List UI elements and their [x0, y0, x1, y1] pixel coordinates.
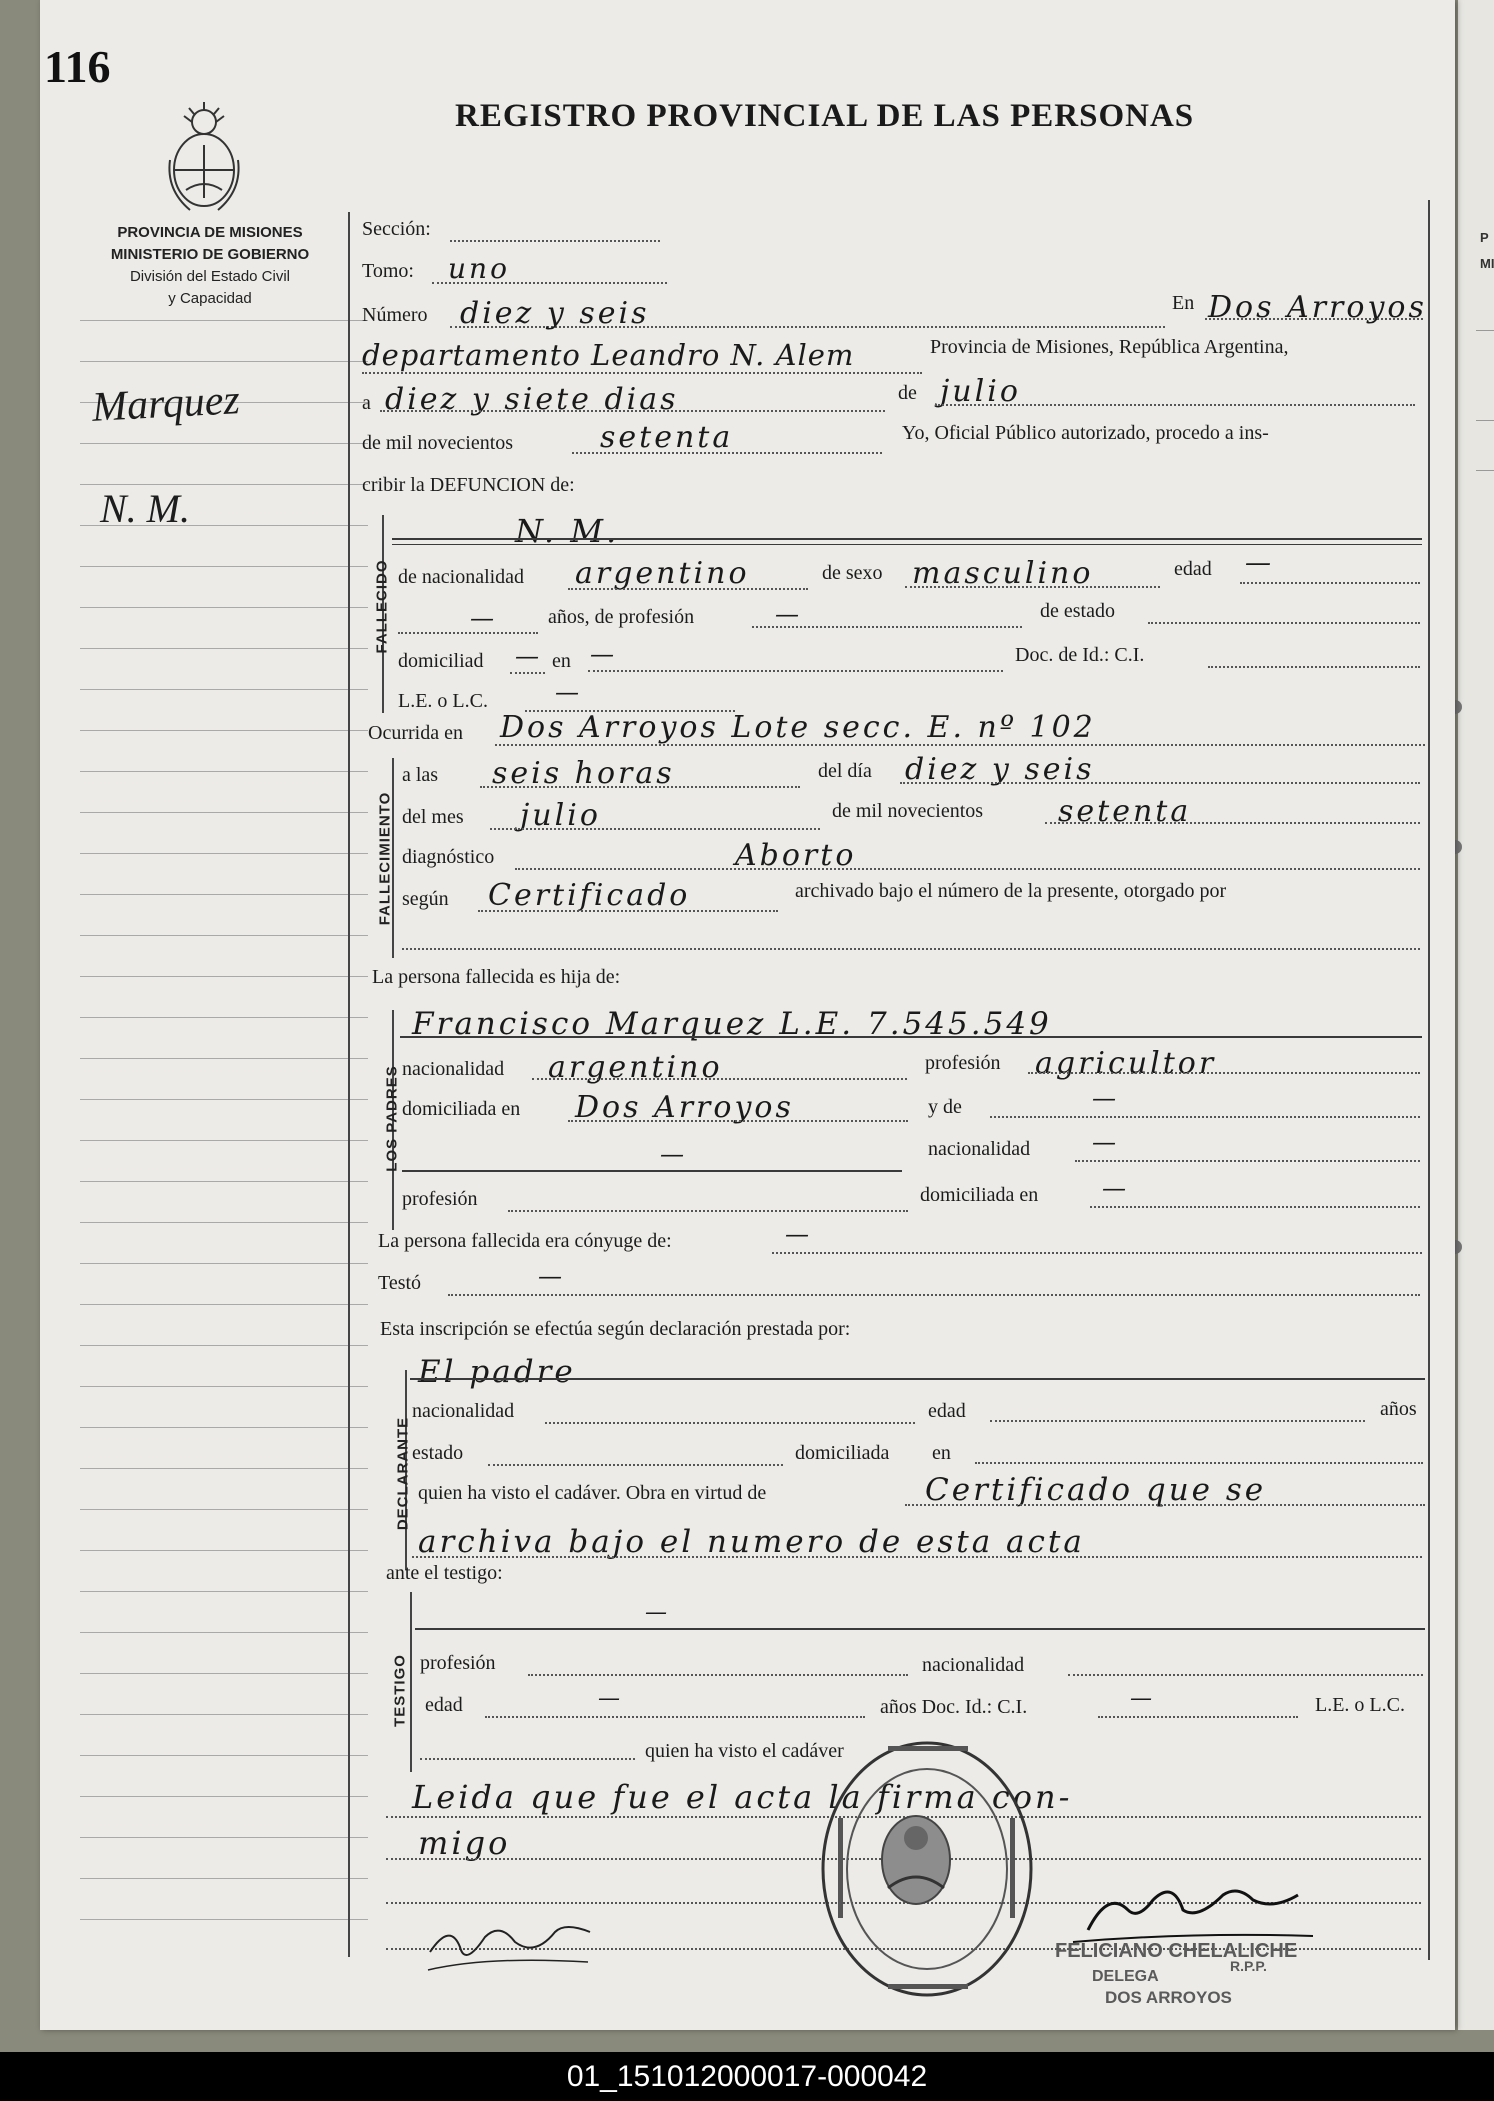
- label-del-dia: del día: [818, 760, 872, 782]
- side-label-fallecimiento: FALLECIMIENTO: [376, 791, 394, 926]
- margin-rule: [80, 1099, 368, 1100]
- label-d-en: en: [932, 1442, 951, 1464]
- label-archivado: archivado bajo el número de la presente, otorgado por: [795, 880, 1227, 902]
- label-edad: edad: [1174, 558, 1212, 580]
- value-domicilio-en: —: [590, 640, 617, 668]
- section-bracket: [410, 1592, 412, 1772]
- label-de-estado: de estado: [1040, 600, 1115, 622]
- field-padre-domicilio[interactable]: [568, 1120, 908, 1122]
- margin-rule: [80, 361, 368, 362]
- value-le-lc: —: [555, 678, 582, 706]
- office-province: PROVINCIA DE MISIONES: [117, 224, 303, 241]
- margin-rule: [80, 853, 368, 854]
- value-t-edad: —: [598, 1686, 623, 1711]
- field-nombre[interactable]: [392, 538, 1422, 540]
- field-edad[interactable]: [1240, 582, 1420, 584]
- field-segun[interactable]: [478, 910, 778, 912]
- label-p-nacionalidad: nacionalidad: [402, 1058, 505, 1080]
- field-testigo[interactable]: [415, 1628, 1425, 1630]
- label-cribir: cribir la DEFUNCION de:: [362, 474, 575, 496]
- field-d-estado[interactable]: [488, 1464, 783, 1466]
- label-d-edad: edad: [928, 1400, 966, 1422]
- stamp-role-a: DELEGA: [1092, 1968, 1159, 1985]
- margin-rule: [80, 1632, 368, 1633]
- label-de-mil: de mil novecientos: [362, 432, 514, 454]
- field-t-nacionalidad[interactable]: [1068, 1674, 1423, 1676]
- field-conyuge[interactable]: [772, 1252, 1422, 1254]
- label-testo: Testó: [378, 1272, 422, 1294]
- issuing-office: [70, 222, 350, 310]
- field-declarante[interactable]: [410, 1378, 1425, 1380]
- value-t-ci: —: [1130, 1686, 1155, 1711]
- image-filename: 01_151012000017-000042: [0, 2052, 1494, 2101]
- margin-rule: [80, 1591, 368, 1592]
- label-t-quien: quien ha visto el cadáver: [645, 1740, 844, 1762]
- value-profesion: —: [775, 600, 802, 628]
- value-cierre1: Leida que fue el acta la firma con-: [412, 1778, 1073, 1816]
- label-m-domiciliada: domiciliada en: [920, 1184, 1039, 1206]
- value-ocurrida: Dos Arroyos Lote secc. E. nº 102: [500, 710, 1096, 745]
- field-padre[interactable]: [400, 1036, 1422, 1038]
- margin-rule: [80, 935, 368, 936]
- label-ante-testigo: ante el testigo:: [386, 1562, 503, 1584]
- value-nacionalidad: argentino: [575, 556, 750, 591]
- label-domiciliad: domiciliad: [398, 650, 484, 672]
- value-declarante: El padre: [418, 1354, 576, 1390]
- value-madre: —: [1092, 1084, 1119, 1112]
- margin-surname: Marquez: [90, 377, 241, 431]
- value-domiciliado: —: [515, 642, 542, 670]
- field-t-edad[interactable]: [485, 1716, 865, 1718]
- stamp-place: DOS ARROYOS: [1105, 1988, 1232, 2007]
- label-declaracion: Esta inscripción se efectúa según declaración prestada por:: [380, 1318, 851, 1340]
- label-numero: Número: [362, 304, 428, 326]
- field-lugar[interactable]: [1205, 318, 1423, 320]
- label-t-edad: edad: [425, 1694, 463, 1716]
- value-tomo: uno: [448, 252, 510, 285]
- label-en: En: [1172, 292, 1195, 314]
- value-anos: —: [470, 604, 497, 632]
- side-label-padres: LOS PADRES: [383, 1065, 401, 1172]
- field-padre-nacionalidad[interactable]: [532, 1078, 907, 1080]
- margin-rule: [80, 1673, 368, 1674]
- margin-rule: [80, 1222, 368, 1223]
- value-nombre: N. M.: [515, 512, 620, 550]
- field-madre-profesion[interactable]: [508, 1210, 908, 1212]
- field-t-le-lc[interactable]: [420, 1758, 635, 1760]
- field-dia[interactable]: [900, 782, 1420, 784]
- field-anio2[interactable]: [1045, 822, 1420, 824]
- value-obra2: archiva bajo el numero de esta acta: [418, 1524, 1085, 1560]
- margin-rule: [80, 976, 368, 977]
- value-testo: —: [538, 1262, 565, 1290]
- margin-rule: [80, 1796, 368, 1797]
- label-d-nacionalidad: nacionalidad: [412, 1400, 515, 1422]
- label-t-le-lc: L.E. o L.C.: [1315, 1694, 1405, 1716]
- margin-rule: [80, 1468, 368, 1469]
- office-division: División del Estado Civil: [129, 268, 291, 285]
- value-diagnostico: Aborto: [735, 838, 857, 873]
- label-quien-visto: quien ha visto el cadáver. Obra en virtud de: [418, 1482, 767, 1504]
- coat-of-arms-icon: [164, 100, 244, 218]
- margin-rule: [80, 1017, 368, 1018]
- side-label-declarante: DECLARANTE: [394, 1416, 412, 1531]
- page-number: 116: [44, 41, 111, 92]
- stamp-role-b: R.P.P.: [1230, 1958, 1267, 1974]
- field-doc-id[interactable]: [1208, 666, 1420, 668]
- label-conyuge: La persona fallecida era cónyuge de:: [378, 1230, 672, 1252]
- value-padre-profesion: agricultor: [1035, 1046, 1217, 1081]
- field-sexo[interactable]: [905, 586, 1160, 588]
- field-anos[interactable]: [398, 632, 538, 634]
- field-domiciliado[interactable]: [510, 672, 545, 674]
- value-madre-linea: —: [660, 1140, 687, 1168]
- field-mes2[interactable]: [490, 828, 820, 830]
- label-en2: en: [552, 650, 571, 672]
- side-label-fallecido: FALLECIDO: [373, 559, 391, 654]
- value-testigo: —: [645, 1600, 670, 1625]
- margin-rule: [80, 1878, 368, 1879]
- value-segun: Certificado: [488, 878, 691, 913]
- margin-rule: [80, 1058, 368, 1059]
- margin-initials: N. M.: [100, 486, 190, 531]
- label-d-anos: años: [1380, 1398, 1417, 1420]
- value-padre: Francisco Marquez L.E. 7.545.549: [412, 1006, 1052, 1042]
- field-madre[interactable]: [990, 1116, 1420, 1118]
- value-cierre2: migo: [418, 1824, 511, 1862]
- label-ocurrida: Ocurrida en: [368, 722, 463, 744]
- label-t-profesion: profesión: [420, 1652, 496, 1674]
- field-nacionalidad[interactable]: [568, 588, 808, 590]
- value-mes: julio: [940, 374, 1021, 409]
- office-ministry: MINISTERIO DE GOBIERNO: [110, 246, 310, 263]
- field-domicilio-en[interactable]: [588, 670, 1003, 672]
- label-y-de: y de: [928, 1096, 962, 1118]
- label-le-lc: L.E. o L.C.: [398, 690, 488, 712]
- label-t-anos-doc: años Doc. Id.: C.I.: [880, 1696, 1028, 1718]
- field-madre-linea[interactable]: [402, 1170, 902, 1172]
- value-padre-nacionalidad: argentino: [548, 1050, 723, 1085]
- margin-rule: [80, 1550, 368, 1551]
- margin-rule: [80, 689, 368, 690]
- value-numero: diez y seis: [460, 296, 650, 331]
- margin-rule: [80, 1509, 368, 1510]
- witness-signature: [420, 1912, 600, 1982]
- adjacent-page-edge: P MI: [1458, 0, 1494, 2030]
- label-segun: según: [402, 888, 449, 910]
- field-padre-profesion[interactable]: [1028, 1072, 1420, 1074]
- margin-rule: [80, 1919, 368, 1920]
- margin-rule: [80, 443, 368, 444]
- field-t-profesion[interactable]: [528, 1674, 908, 1676]
- value-lugar: Dos Arroyos: [1208, 290, 1427, 325]
- value-edad: —: [1245, 548, 1274, 578]
- value-madre-nacionalidad: —: [1092, 1128, 1119, 1156]
- field-diagnostico[interactable]: [515, 868, 1420, 870]
- office-capacity: y Capacidad: [168, 290, 252, 307]
- label-a: a: [362, 392, 371, 414]
- margin-rule: [80, 1837, 368, 1838]
- field-madre-nacionalidad[interactable]: [1075, 1160, 1420, 1162]
- margin-rule: [80, 812, 368, 813]
- page-title: REGISTRO PROVINCIAL DE LAS PERSONAS: [455, 98, 1195, 134]
- field-testo[interactable]: [448, 1294, 1420, 1296]
- margin-rule: [80, 1263, 368, 1264]
- label-tomo: Tomo:: [362, 260, 414, 282]
- field-obra2[interactable]: [412, 1556, 1422, 1558]
- label-diagnostico: diagnóstico: [402, 846, 495, 868]
- value-dias: diez y siete dias: [385, 382, 679, 417]
- margin-rule: [80, 1304, 368, 1305]
- value-mes2: julio: [520, 798, 601, 833]
- field-anio[interactable]: [572, 452, 882, 454]
- field-mes[interactable]: [935, 404, 1415, 406]
- form-left-border: [348, 212, 350, 1957]
- label-p-domiciliada: domiciliada en: [402, 1098, 521, 1120]
- label-a-las: a las: [402, 764, 439, 786]
- margin-rule: [80, 894, 368, 895]
- margin-rule: [80, 1386, 368, 1387]
- field-t-ci[interactable]: [1098, 1716, 1298, 1718]
- value-anio2: setenta: [1058, 794, 1192, 829]
- stamp-name: FELICIANO CHELALICHE: [1055, 1940, 1298, 1962]
- label-seccion: Sección:: [362, 218, 431, 240]
- value-sexo: masculino: [912, 556, 1094, 591]
- label-m-profesion: profesión: [402, 1188, 478, 1210]
- label-anos-profesion: años, de profesión: [548, 606, 695, 628]
- field-obra[interactable]: [905, 1504, 1425, 1506]
- label-de-nacionalidad: de nacionalidad: [398, 566, 525, 588]
- value-departamento: departamento Leandro N. Alem: [362, 338, 855, 372]
- value-conyuge: —: [785, 1220, 812, 1248]
- field-estado[interactable]: [1148, 622, 1420, 624]
- label-de-mil2: de mil novecientos: [832, 800, 984, 822]
- label-sexo: de sexo: [822, 562, 883, 584]
- margin-rule: [80, 320, 368, 321]
- value-dia: diez y seis: [905, 752, 1095, 787]
- label-hija-de: La persona fallecida es hija de:: [372, 966, 621, 988]
- value-horas: seis horas: [492, 756, 675, 791]
- margin-rule: [80, 1714, 368, 1715]
- field-nombre-rule: [392, 544, 1422, 545]
- label-de: de: [898, 382, 917, 404]
- value-obra: Certificado que se: [925, 1472, 1267, 1508]
- field-horas[interactable]: [480, 786, 800, 788]
- margin-rule: [80, 1181, 368, 1182]
- field-profesion[interactable]: [752, 626, 1022, 628]
- margin-rule: [80, 1427, 368, 1428]
- margin-rule: [80, 730, 368, 731]
- label-p-profesion: profesión: [925, 1052, 1001, 1074]
- label-provincia: Provincia de Misiones, República Argentina,: [930, 336, 1289, 358]
- margin-rule: [80, 566, 368, 567]
- margin-ruled-column: [80, 320, 370, 1960]
- field-d-nacionalidad[interactable]: [545, 1422, 915, 1424]
- label-m-nacionalidad: nacionalidad: [928, 1138, 1031, 1160]
- margin-rule: [80, 1345, 368, 1346]
- field-departamento[interactable]: [362, 372, 922, 374]
- side-label-testigo: TESTIGO: [391, 1654, 409, 1727]
- field-d-domicilio[interactable]: [975, 1462, 1423, 1464]
- value-padre-domicilio: Dos Arroyos: [575, 1090, 794, 1125]
- margin-rule: [80, 1755, 368, 1756]
- value-madre-domicilio: —: [1102, 1174, 1129, 1202]
- field-d-edad[interactable]: [990, 1420, 1365, 1422]
- margin-rule: [80, 1140, 368, 1141]
- field-dias[interactable]: [380, 410, 885, 412]
- margin-rule: [80, 771, 368, 772]
- label-doc-id: Doc. de Id.: C.I.: [1015, 644, 1145, 666]
- value-anio: setenta: [600, 420, 734, 455]
- label-d-estado: estado: [412, 1442, 464, 1464]
- label-d-domiciliada: domiciliada: [795, 1442, 890, 1464]
- official-seal: [818, 1738, 1036, 2000]
- form-right-border: [1428, 200, 1430, 1960]
- label-del-mes: del mes: [402, 806, 464, 828]
- margin-rule: [80, 648, 368, 649]
- field-otorgado[interactable]: [402, 948, 1420, 950]
- field-ocurrida[interactable]: [495, 744, 1425, 746]
- field-madre-domicilio[interactable]: [1090, 1206, 1420, 1208]
- label-oficial: Yo, Oficial Público autorizado, procedo a ins-: [902, 422, 1269, 444]
- field-seccion[interactable]: [450, 240, 660, 242]
- margin-rule: [80, 607, 368, 608]
- label-t-nacionalidad: nacionalidad: [922, 1654, 1025, 1676]
